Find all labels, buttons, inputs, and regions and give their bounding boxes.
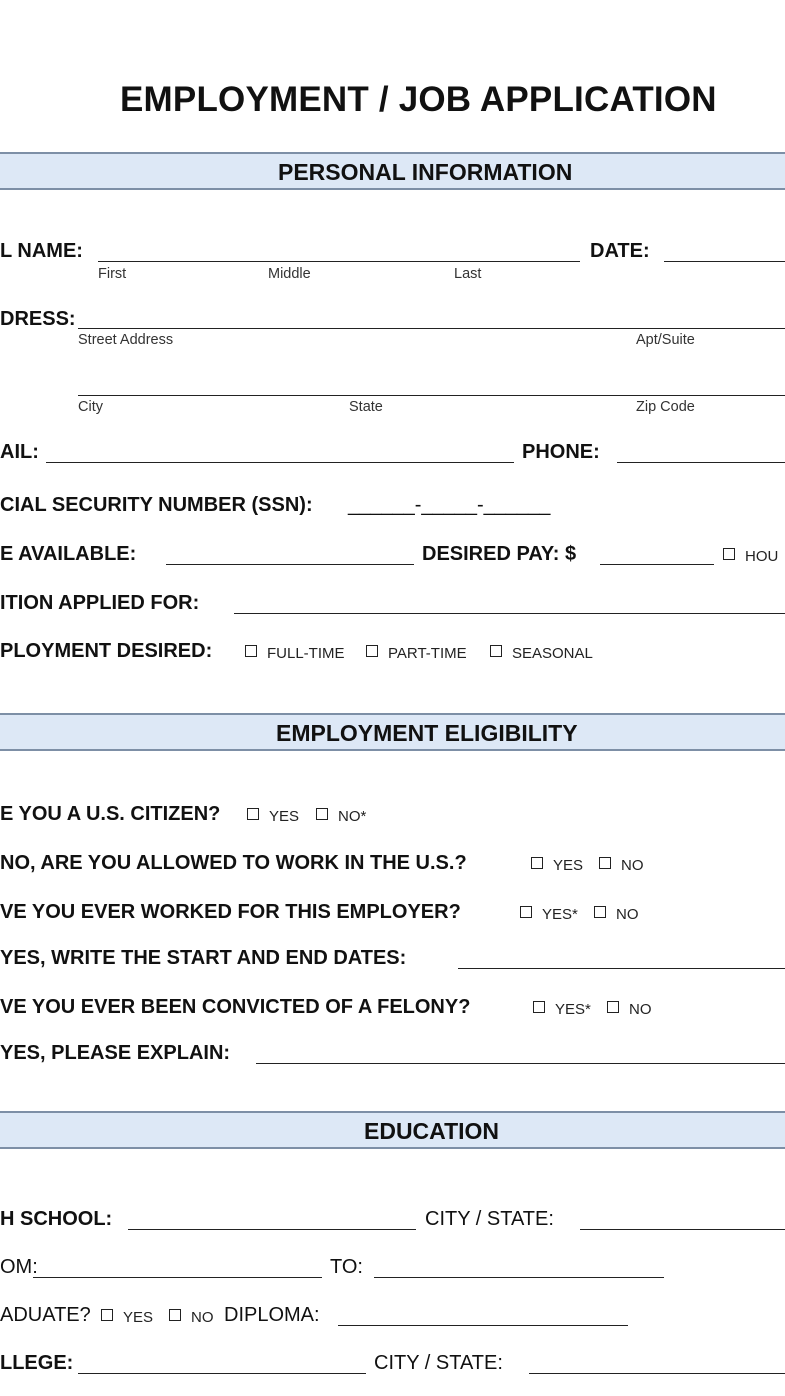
felony-no-checkbox[interactable] [607,1001,619,1013]
citizen-no-checkbox[interactable] [316,808,328,820]
section-header-education [0,1111,785,1149]
graduate-yes-option: YES [123,1309,154,1326]
work-allowed-no-checkbox[interactable] [599,857,611,869]
first-caption: First [98,266,127,282]
city-state-zip-field[interactable] [78,395,785,396]
email-field[interactable] [46,462,514,463]
college-field[interactable] [78,1373,366,1374]
graduate-label: ADUATE? [0,1304,91,1326]
citizen-yes-option: YES [269,808,300,825]
college-label: LLEGE: [0,1352,74,1374]
street-caption: Street Address [78,332,174,348]
work-allowed-yes-checkbox[interactable] [531,857,543,869]
to-label: TO: [330,1256,363,1278]
phone-field[interactable] [617,462,785,463]
email-label: AIL: [0,441,39,463]
worked-before-yes-checkbox[interactable] [520,906,532,918]
city-caption: City [78,399,103,415]
to-field[interactable] [374,1277,664,1278]
seasonal-option: SEASONAL [512,645,593,662]
position-label: ITION APPLIED FOR: [0,592,200,614]
full-name-field[interactable] [98,261,580,262]
seasonal-checkbox[interactable] [490,645,502,657]
section-header-eligibility [0,713,785,751]
ssn-field[interactable]: ______-_____-______ [348,494,551,516]
ssn-label: CIAL SECURITY NUMBER (SSN): [0,494,313,516]
date-label: DATE: [590,240,650,262]
worked-before-yes-option: YES* [542,906,578,923]
graduate-no-checkbox[interactable] [169,1309,181,1321]
explain-label: YES, PLEASE EXPLAIN: [0,1042,231,1064]
section-title: EDUCATION [364,1118,500,1144]
phone-label: PHONE: [522,441,600,463]
full-name-label: L NAME: [0,240,83,262]
form-title: EMPLOYMENT / JOB APPLICATION [120,80,717,119]
citizen-yes-checkbox[interactable] [247,808,259,820]
felony-question: VE YOU EVER BEEN CONVICTED OF A FELONY? [0,996,471,1018]
worked-before-no-checkbox[interactable] [594,906,606,918]
from-label: OM: [0,1256,38,1278]
worked-before-question: VE YOU EVER WORKED FOR THIS EMPLOYER? [0,901,461,923]
full-time-option: FULL-TIME [267,645,345,662]
high-school-field[interactable] [128,1229,416,1230]
start-end-dates-field[interactable] [458,968,785,969]
part-time-checkbox[interactable] [366,645,378,657]
section-header-personal [0,152,785,190]
college-city-state-field[interactable] [529,1373,785,1374]
graduate-yes-checkbox[interactable] [101,1309,113,1321]
desired-pay-label: DESIRED PAY: $ [422,543,577,565]
graduate-no-option: NO [191,1309,214,1326]
last-caption: Last [454,266,482,282]
apt-caption: Apt/Suite [636,332,695,348]
full-time-checkbox[interactable] [245,645,257,657]
worked-before-no-option: NO [616,906,639,923]
state-caption: State [349,399,383,415]
diploma-label: DIPLOMA: [224,1304,320,1326]
felony-no-option: NO [629,1001,652,1018]
section-title: EMPLOYMENT ELIGIBILITY [276,720,578,746]
high-school-label: H SCHOOL: [0,1208,113,1230]
hourly-checkbox[interactable] [723,548,735,560]
felony-yes-option: YES* [555,1001,591,1018]
citizen-no-option: NO* [338,808,367,825]
hs-city-state-label: CITY / STATE: [425,1208,554,1230]
diploma-field[interactable] [338,1325,628,1326]
desired-pay-field[interactable] [600,564,714,565]
explain-field[interactable] [256,1063,785,1064]
part-time-option: PART-TIME [388,645,467,662]
citizen-question: E YOU A U.S. CITIZEN? [0,803,221,825]
position-field[interactable] [234,613,785,614]
available-field[interactable] [166,564,414,565]
available-label: E AVAILABLE: [0,543,137,565]
college-city-state-label: CITY / STATE: [374,1352,503,1374]
felony-yes-checkbox[interactable] [533,1001,545,1013]
work-allowed-no-option: NO [621,857,644,874]
middle-caption: Middle [268,266,311,282]
date-field[interactable] [664,261,785,262]
street-field[interactable] [78,328,785,329]
from-field[interactable] [33,1277,322,1278]
address-label: DRESS: [0,308,76,330]
zip-caption: Zip Code [636,399,695,415]
hourly-option: HOU [745,548,779,565]
start-end-dates-label: YES, WRITE THE START AND END DATES: [0,947,407,969]
hs-city-state-field[interactable] [580,1229,785,1230]
employment-desired-label: PLOYMENT DESIRED: [0,640,213,662]
work-allowed-question: NO, ARE YOU ALLOWED TO WORK IN THE U.S.? [0,852,467,874]
section-title: PERSONAL INFORMATION [278,159,573,185]
work-allowed-yes-option: YES [553,857,584,874]
